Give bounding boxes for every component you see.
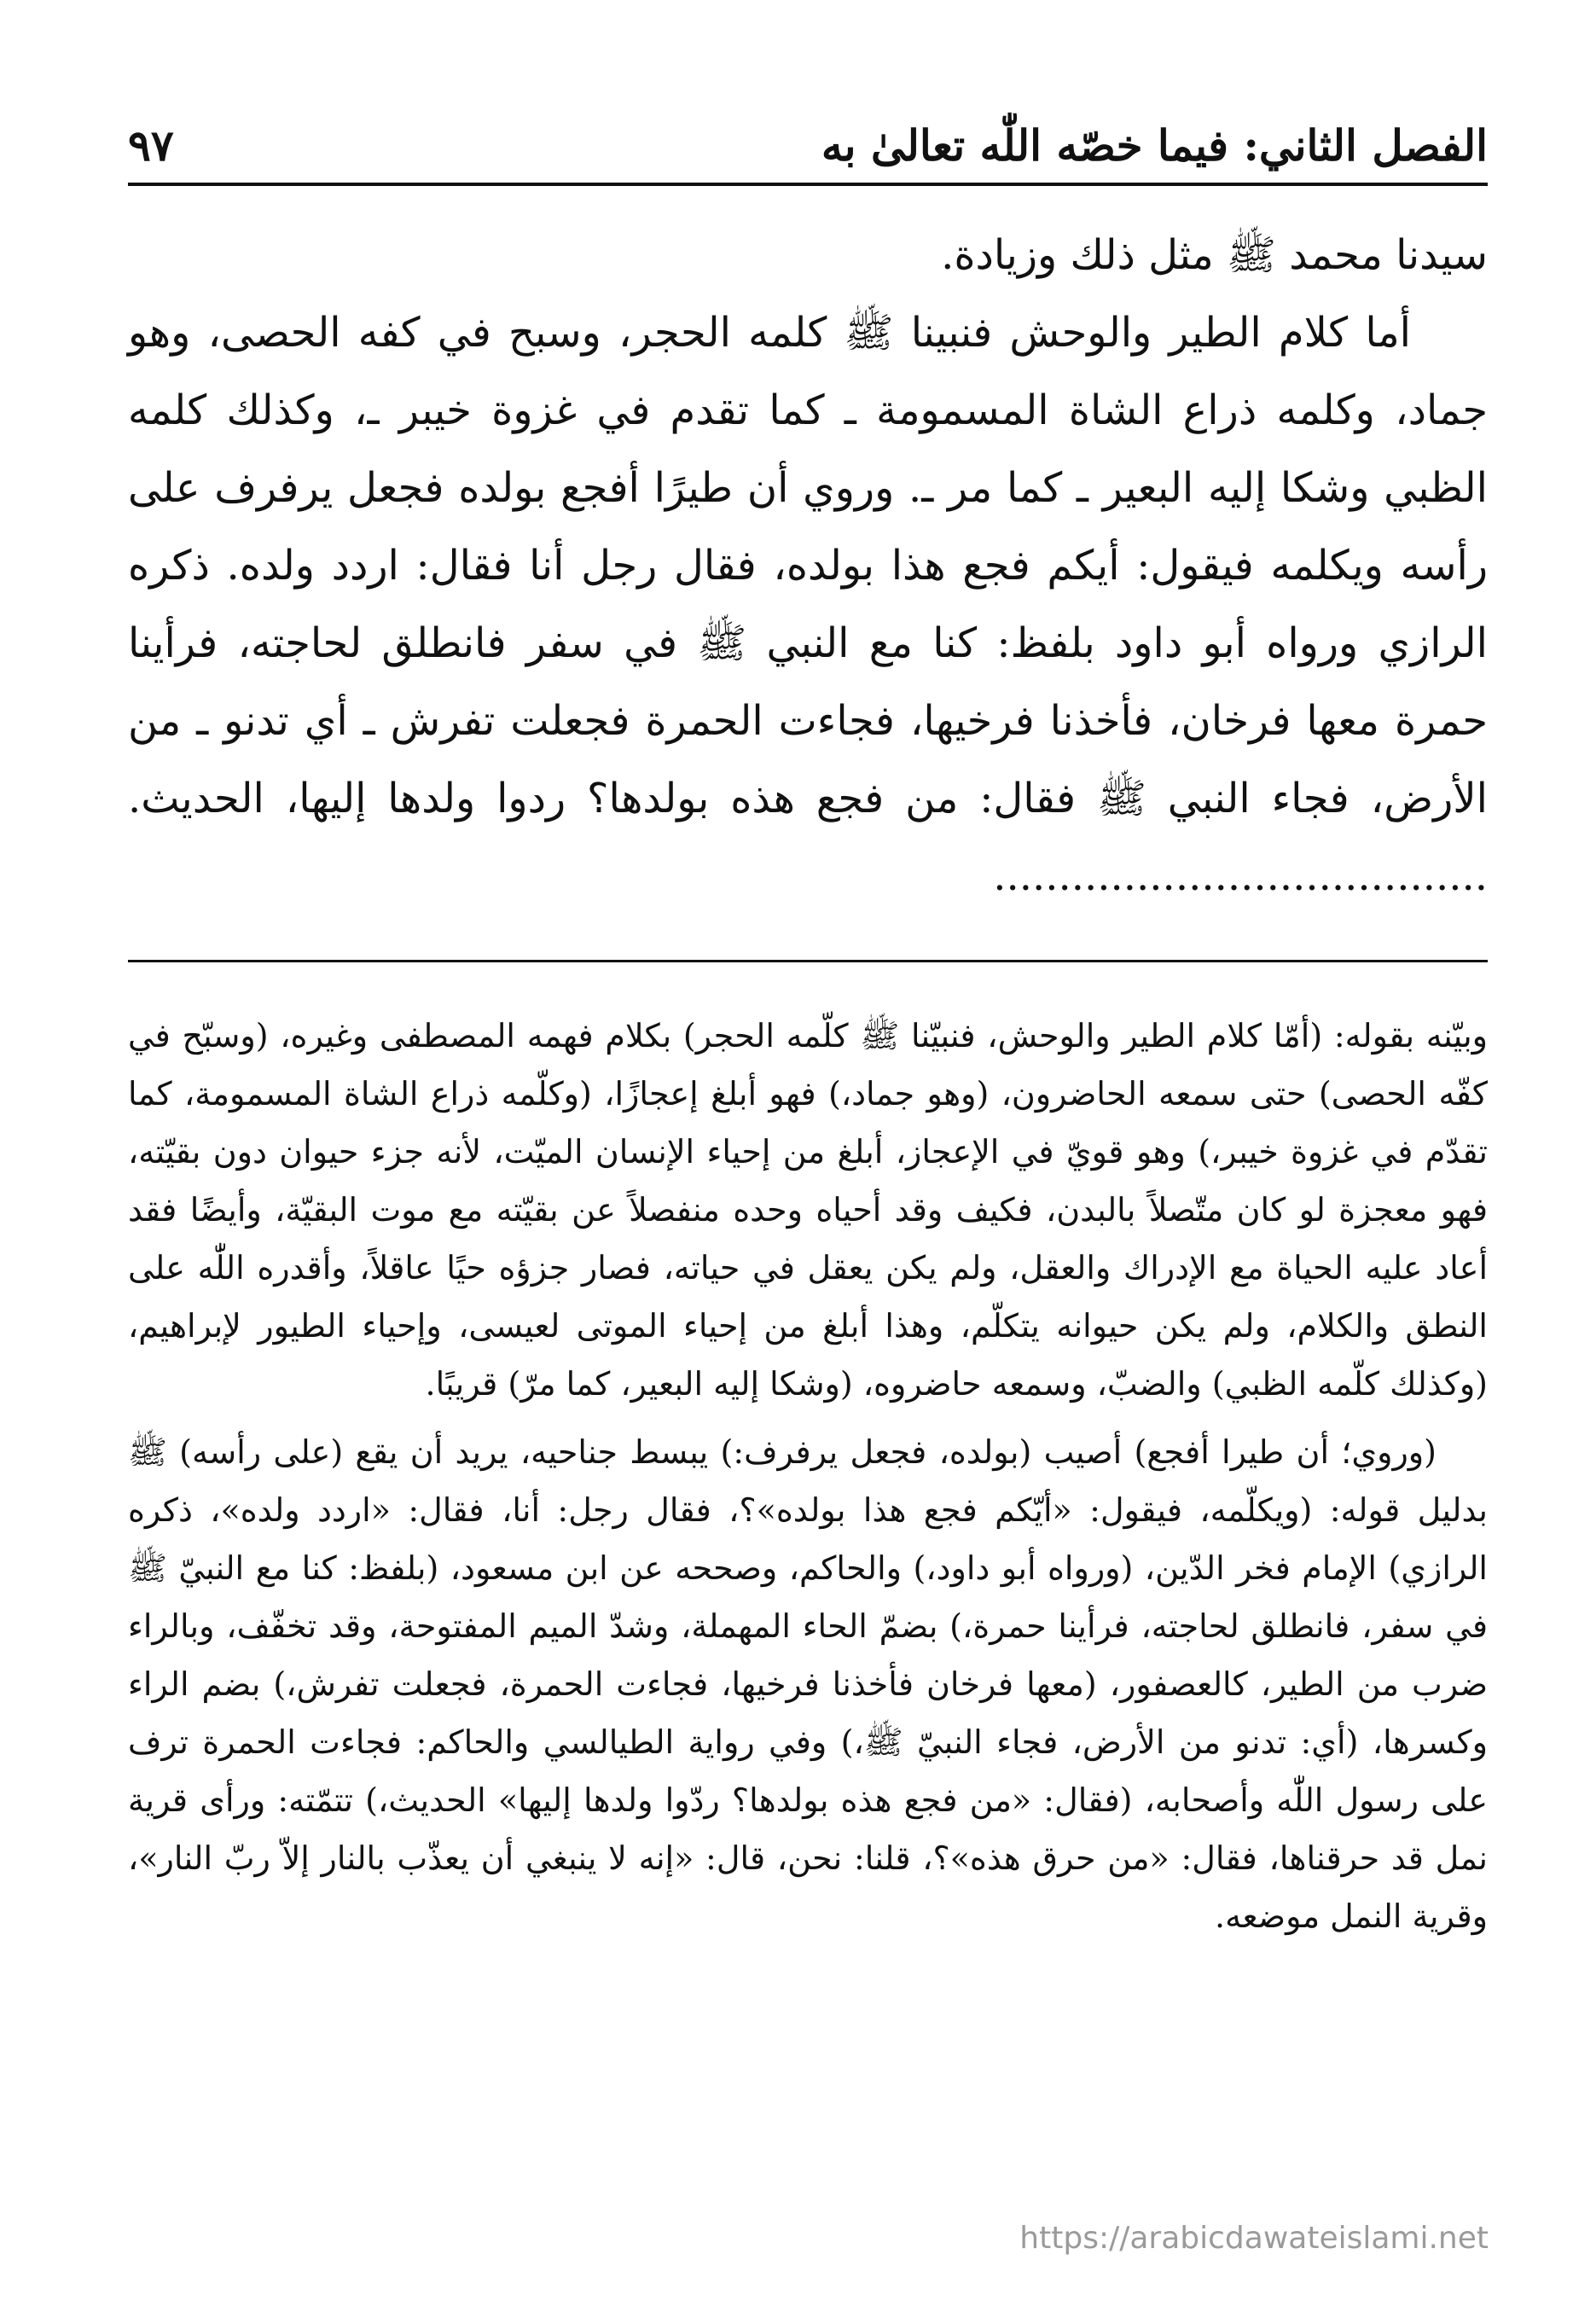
watermark-url: https://arabicdawateislami.net: [1019, 2221, 1489, 2256]
main-paragraph: سيدنا محمد ﷺ مثل ذلك وزيادة.: [941, 231, 1488, 279]
page-header: [128, 109, 1488, 183]
commentary-paragraph: وبيّنه بقوله: (أمّا كلام الطير والوحش، فنبيّنا ﷺ كلّمه الحجر) بكلام فهمه المصطفى وغيره، (وسبّح في كفّه الحصى) حتى سمعه الحاضرون، (وهو جماد،) فهو أبلغ إعجازًا، (وكلّمه ذراع الشاة المسمومة، كما تقدّم في غزوة خيبر،) وهو قويّ في الإعجاز، أبلغ من إحياء الإنسان الميّت، لأنه جزء حيوان دون بقيّته، فهو معجزة لو كان متّصلاً بالبدن، فكيف وقد أحياه وحده منفصلاً عن بقيّته مع موت البقيّة، وأيضًا فقد أعاد عليه الحياة مع الإدراك والعقل، ولم يكن يعقل في حياته، فصار جزؤه حيًا عاقلاً، وأقدره اللّٰه على النطق والكلام، ولم يكن حيوانه يتكلّم، وهذا أبلغ من إحياء الموتى لعيسى، وإحياء الطيور لإبراهيم، (وكذلك كلّمه الظبي) والضبّ، وسمعه حاضروه، (وشكا إليه البعير، كما مرّ) قريبًا.: [128, 1017, 1488, 1403]
main-text: [128, 217, 1488, 915]
main-paragraph-text: أما كلام الطير والوحش فنبينا ﷺ كلمه الحجر، وسبح في كفه الحصى، وهو جماد، وكلمه ذراع الشاة المسمومة ـ كما تقدم في غزوة خيبر ـ، وكذلك كلمه الظبي وشكا إليه البعير ـ كما مر ـ. وروي أن طيرًا أفجع بولده فجعل يرفرف على رأسه ويكلمه فيقول: أيكم فجع هذا بولده، فقال رجل أنا فقال: اردد ولده. ذكره الرازي ورواه أبو داود بلفظ: كنا مع النبي ﷺ في سفر فانطلق لحاجته، فرأينا حمرة معها فرخان، فأخذنا فرخيها، فجاءت الحمرة فجعلت تفرش ـ أي تدنو ـ من الأرض، فجاء النبي ﷺ فقال: من فجع هذه بولدها؟ ردوا ولدها إليها، الحديث.: [128, 309, 1488, 822]
commentary-paragraph: (وروي؛ أن طيرا أفجع) أصيب (بولده، فجعل يرفرف:) يبسط جناحيه، يريد أن يقع (على رأسه) ﷺ بدليل قوله: (ويكلّمه، فيقول: «أيّكم فجع هذا بولده»؟، فقال رجل: أنا، فقال: «اردد ولده»، ذكره الرازي) الإمام فخر الدّين، (ورواه أبو داود،) والحاكم، وصححه عن ابن مسعود، (بلفظ: كنا مع النبيّ ﷺ في سفر، فانطلق لحاجته، فرأينا حمرة،) بضمّ الحاء المهملة، وشدّ الميم المفتوحة، وقد تخفّف، وبالراء ضرب من الطير، كالعصفور، (معها فرخان فأخذنا فرخيها، فجاءت الحمرة، فجعلت تفرش،) بضم الراء وكسرها، (أي: تدنو من الأرض، فجاء النبيّ ﷺ،) وفي رواية الطيالسي والحاكم: فجاءت الحمرة ترف على رسول اللّٰه وأصحابه، (فقال: «من فجع هذه بولدها؟ ردّوا ولدها إليها» الحديث،) تتمّته: ورأى قرية نمل قد حرقناها، فقال: «من حرق هذه»؟، قلنا: نحن، قال: «إنه لا ينبغي أن يعذّب بالنار إلاّ ربّ النار»، وقرية النمل موضعه.: [128, 1433, 1489, 1935]
main-paragraph: [128, 294, 1488, 915]
ellipsis-dots: ......................................: [993, 852, 1488, 900]
header-rule: [128, 183, 1488, 186]
page-number: ٩٧: [128, 120, 174, 171]
footnote-separator: [128, 960, 1488, 962]
chapter-title: الفصل الثاني: فيما خصّه اللّٰه تعالىٰ به: [821, 120, 1488, 171]
commentary-text: [128, 1007, 1488, 1955]
